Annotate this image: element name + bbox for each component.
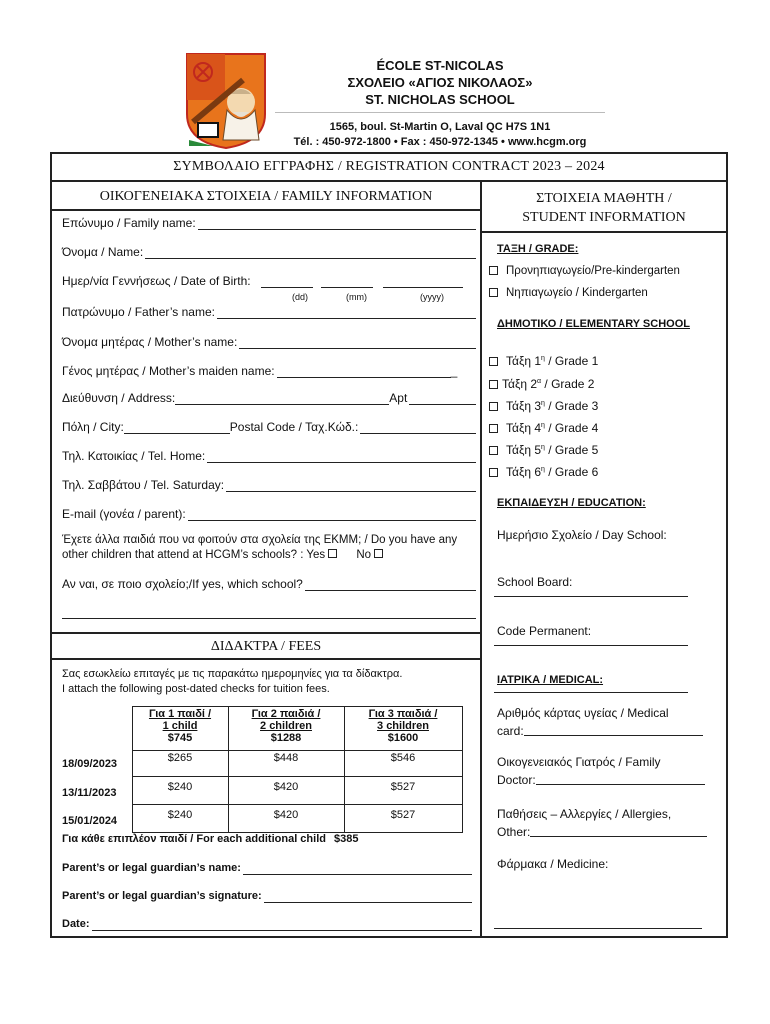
grade-1-checkbox[interactable] bbox=[489, 357, 498, 366]
tel-home-label: Τηλ. Κατοικίας / Tel. Home: bbox=[62, 449, 206, 463]
additional-child-value: $385 bbox=[334, 833, 359, 845]
fees-date-1: 18/09/2023 bbox=[62, 757, 118, 770]
fees-col-1-gr: Για 1 παιδί / bbox=[148, 708, 212, 720]
fees-cell: $546 bbox=[344, 751, 462, 777]
dob-dd-hint: (dd) bbox=[292, 292, 309, 302]
other-children-question bbox=[62, 533, 476, 563]
school-contact: Tél. : 450-972-1800 • Fax : 450-972-1345 • www.hcgm.org bbox=[293, 136, 587, 148]
grade-5-sup: η bbox=[541, 444, 545, 451]
fees-col-1-en: 1 child bbox=[162, 720, 198, 732]
family-name-field[interactable] bbox=[62, 216, 476, 230]
school-name-en: ST. NICHOLAS SCHOOL bbox=[365, 92, 515, 107]
school-address: 1565, boul. St-Martin O, Laval QC H7S 1N1 bbox=[329, 121, 551, 133]
grade-6-checkbox[interactable] bbox=[489, 468, 498, 477]
fees-col-3 bbox=[344, 707, 462, 751]
prek-checkbox[interactable] bbox=[489, 266, 498, 275]
other-children-text: other children that attend at HCGM’s schools? : bbox=[62, 549, 304, 561]
father-input[interactable] bbox=[217, 307, 476, 319]
grade-5-gr: Τάξη 5 bbox=[506, 443, 542, 457]
form-title: ΣΥΜΒΟΛΑΙΟ ΕΓΓΡΑΦΗΣ / REGISTRATION CONTRACT 2023 – 2024 bbox=[50, 152, 728, 182]
fees-table bbox=[60, 706, 463, 833]
medical-section-label: ΙΑΤΡΙΚΑ / MEDICAL: bbox=[497, 674, 604, 686]
grade-3-checkbox[interactable] bbox=[489, 402, 498, 411]
grade-6-sup: η bbox=[541, 466, 545, 473]
email-field[interactable] bbox=[62, 507, 476, 521]
kindergarten-option[interactable] bbox=[489, 286, 648, 300]
guardian-signature-label: Parent’s or legal guardian’s signature: bbox=[62, 890, 262, 902]
grade-1-option[interactable] bbox=[489, 352, 598, 368]
medical-card-label-1: Αριθμός κάρτας υγείας / Medical bbox=[497, 706, 669, 720]
grade-4-gr: Τάξη 4 bbox=[506, 421, 542, 435]
father-label: Πατρώνυμο / Father’s name: bbox=[62, 305, 215, 319]
fees-intro-gr: Σας εσωκλείω επιταγές με τις παρακάτω ημερομηνίες για τα δίδακτρα. bbox=[62, 668, 403, 680]
tel-home-input[interactable] bbox=[207, 451, 476, 463]
medicine-label: Φάρμακα / Medicine: bbox=[497, 857, 609, 871]
grade-4-sup: η bbox=[541, 422, 545, 429]
fees-col-1-total: $745 bbox=[167, 732, 193, 744]
tel-home-field[interactable] bbox=[62, 449, 476, 463]
grade-3-sup: η bbox=[541, 400, 545, 407]
email-input[interactable] bbox=[188, 509, 476, 521]
name-field[interactable] bbox=[62, 245, 476, 259]
fees-cell: $265 bbox=[132, 751, 228, 777]
postal-input[interactable] bbox=[360, 422, 476, 434]
fees-cell: $240 bbox=[132, 777, 228, 805]
header-divider bbox=[275, 112, 605, 113]
mother-field[interactable] bbox=[62, 335, 476, 349]
grade-2-gr: Τάξη 2 bbox=[502, 377, 538, 391]
city-field[interactable] bbox=[62, 420, 476, 434]
name-input[interactable] bbox=[145, 247, 476, 259]
fees-col-2-gr: Για 2 παιδιά / bbox=[251, 708, 321, 720]
school-logo bbox=[183, 50, 269, 150]
name-label: Όνομα / Name: bbox=[62, 245, 144, 259]
grade-2-en: / Grade 2 bbox=[541, 377, 595, 391]
date-field[interactable] bbox=[62, 917, 472, 931]
medicine-input[interactable] bbox=[494, 928, 702, 929]
doctor-label-2: Doctor: bbox=[497, 773, 536, 787]
allergies-input[interactable] bbox=[530, 823, 707, 837]
mother-label: Όνομα μητέρας / Mother’s name: bbox=[62, 335, 238, 349]
guardian-signature-input[interactable] bbox=[264, 891, 472, 903]
guardian-signature-field[interactable] bbox=[62, 889, 472, 903]
grade-5-en: / Grade 5 bbox=[544, 443, 599, 457]
doctor-row bbox=[497, 771, 705, 789]
grade-4-checkbox[interactable] bbox=[489, 424, 498, 433]
date-input[interactable] bbox=[92, 919, 472, 931]
apt-input[interactable] bbox=[409, 393, 476, 405]
grade-6-option[interactable] bbox=[489, 463, 598, 479]
no-checkbox[interactable] bbox=[374, 549, 383, 558]
fees-intro bbox=[62, 667, 476, 697]
fees-corner bbox=[60, 707, 132, 751]
school-address-block bbox=[275, 120, 605, 150]
dob-label: Ημερ/νία Γεννήσεως / Date of Birth: bbox=[62, 274, 251, 288]
fees-table-wrap bbox=[60, 706, 463, 833]
allergies-label-1: Παθήσεις – Αλλεργίες / Allergies, bbox=[497, 807, 672, 821]
student-heading-en: STUDENT INFORMATION bbox=[522, 210, 686, 225]
doctor-input[interactable] bbox=[536, 771, 705, 785]
fees-cell: $527 bbox=[344, 805, 462, 833]
address-label: Διεύθυνση / Address: bbox=[62, 391, 176, 405]
school-name-gr: ΣΧΟΛΕΙΟ «ΑΓΙΟΣ ΝΙΚΟΛΑΟΣ» bbox=[347, 75, 533, 90]
fees-col-3-gr: Για 3 παιδιά / bbox=[368, 708, 438, 720]
maiden-tail: _ bbox=[450, 364, 458, 378]
grade-5-checkbox[interactable] bbox=[489, 446, 498, 455]
dob-yyyy-hint: (yyyy) bbox=[420, 292, 444, 302]
which-school-input-line2[interactable] bbox=[62, 618, 476, 619]
yes-label: Yes bbox=[306, 549, 326, 561]
medical-card-row bbox=[497, 722, 703, 740]
fees-cell: $420 bbox=[228, 777, 344, 805]
postal-label: Postal Code / Ταχ.Κώδ.: bbox=[229, 420, 359, 434]
city-label: Πόλη / City: bbox=[62, 420, 124, 434]
fees-date-3: 15/01/2024 bbox=[62, 815, 118, 827]
grade-section-label: ΤΑΞΗ / GRADE: bbox=[497, 243, 579, 255]
fees-heading: ΔΙΔΑΚΤΡΑ / FEES bbox=[52, 632, 480, 660]
grade-6-en: / Grade 6 bbox=[544, 465, 599, 479]
tel-saturday-field[interactable] bbox=[62, 478, 476, 492]
student-heading-gr: ΣΤΟΙΧΕΙΑ ΜΑΘΗΤΗ / bbox=[536, 191, 672, 206]
education-section-label: ΕΚΠΑΙΔΕΥΣΗ / EDUCATION: bbox=[497, 497, 646, 509]
grade-3-option[interactable] bbox=[489, 397, 598, 413]
family-name-label: Επώνυμο / Family name: bbox=[62, 216, 196, 230]
code-permanent-label: Code Permanent: bbox=[497, 624, 592, 638]
email-label: E-mail (γονέα / parent): bbox=[62, 507, 186, 521]
student-info-heading bbox=[482, 183, 726, 233]
fees-col-3-total: $1600 bbox=[387, 732, 419, 744]
dob-day-input[interactable] bbox=[261, 276, 313, 288]
medical-card-field[interactable] bbox=[497, 704, 703, 740]
other-children-line2 bbox=[62, 548, 476, 563]
medical-rule bbox=[494, 692, 688, 693]
additional-child-label: Για κάθε επιπλέον παιδί / For each additional child bbox=[62, 833, 326, 845]
fees-cell: $420 bbox=[228, 805, 344, 833]
grade-6-gr: Τάξη 6 bbox=[506, 465, 542, 479]
school-board-label: School Board: bbox=[497, 575, 573, 589]
fees-col-2-en: 2 children bbox=[260, 720, 312, 732]
grade-2-sup: α bbox=[537, 378, 542, 385]
date-label: Date: bbox=[62, 918, 90, 930]
code-permanent-input[interactable] bbox=[494, 645, 688, 646]
doctor-field[interactable] bbox=[497, 753, 705, 789]
allergies-field[interactable] bbox=[497, 805, 707, 841]
fees-header-row bbox=[60, 707, 462, 751]
grade-1-gr: Τάξη 1 bbox=[506, 354, 542, 368]
column-divider bbox=[480, 182, 482, 938]
elementary-section-label: ΔΗΜΟΤΙΚΟ / ELEMENTARY SCHOOL bbox=[497, 318, 690, 330]
address-input[interactable] bbox=[175, 393, 389, 405]
guardian-name-input[interactable] bbox=[243, 863, 472, 875]
school-names bbox=[275, 57, 605, 108]
doctor-label-1: Οικογενειακός Γιατρός / Family bbox=[497, 755, 661, 769]
mother-input[interactable] bbox=[239, 337, 476, 349]
maiden-field[interactable] bbox=[62, 364, 476, 378]
dob-field[interactable] bbox=[62, 274, 476, 288]
tel-saturday-label: Τηλ. Σαββάτου / Tel. Saturday: bbox=[62, 478, 225, 492]
kindergarten-checkbox[interactable] bbox=[489, 288, 498, 297]
grade-4-en: / Grade 4 bbox=[544, 421, 599, 435]
table-row bbox=[60, 805, 462, 833]
guardian-name-field[interactable] bbox=[62, 861, 472, 875]
tel-saturday-input[interactable] bbox=[226, 480, 476, 492]
fees-date-2: 13/11/2023 bbox=[62, 787, 117, 799]
day-school-label: Ημερήσιο Σχολείο / Day School: bbox=[497, 528, 667, 542]
allergies-label-2: Other: bbox=[497, 825, 531, 839]
grade-2-checkbox[interactable] bbox=[489, 380, 498, 389]
kindergarten-label: Νηπιαγωγείο / Kindergarten bbox=[506, 287, 648, 299]
dob-mm-hint: (mm) bbox=[346, 292, 367, 302]
table-row bbox=[60, 777, 462, 805]
yes-checkbox[interactable] bbox=[328, 549, 337, 558]
fees-col-2 bbox=[228, 707, 344, 751]
maiden-label: Γένος μητέρας / Mother’s maiden name: bbox=[62, 364, 275, 378]
grade-5-option[interactable] bbox=[489, 441, 598, 457]
which-school-field[interactable] bbox=[62, 577, 476, 591]
fees-col-3-en: 3 children bbox=[377, 720, 429, 732]
medical-card-label-2: card: bbox=[497, 724, 524, 738]
table-row bbox=[60, 751, 462, 777]
allergies-row bbox=[497, 823, 707, 841]
fees-intro-en: I attach the following post-dated checks for tuition fees. bbox=[62, 683, 330, 695]
grade-4-option[interactable] bbox=[489, 419, 598, 435]
grade-3-en: / Grade 3 bbox=[544, 399, 599, 413]
fees-cell: $240 bbox=[132, 805, 228, 833]
fees-col-1 bbox=[132, 707, 228, 751]
family-name-input[interactable] bbox=[198, 218, 476, 230]
school-name-fr: ÉCOLE ST-NICOLAS bbox=[376, 58, 504, 73]
grade-1-sup: η bbox=[541, 355, 545, 362]
city-input[interactable] bbox=[124, 422, 230, 434]
apt-label: Apt bbox=[389, 391, 408, 405]
family-info-heading: ΟΙΚΟΓΕΝΕΙΑΚΑ ΣΤΟΙΧΕΙΑ / FAMILY INFORMATION bbox=[52, 183, 480, 211]
medical-card-input[interactable] bbox=[524, 722, 703, 736]
maiden-input[interactable] bbox=[277, 366, 451, 378]
other-children-line1: Έχετε άλλα παιδιά που να φοιτούν στα σχολεία της ΕΚΜΜ; / Do you have any bbox=[62, 534, 458, 546]
no-label: No bbox=[356, 549, 372, 561]
school-board-input[interactable] bbox=[494, 596, 688, 597]
address-field[interactable] bbox=[62, 391, 476, 405]
fees-col-2-total: $1288 bbox=[270, 732, 302, 744]
father-field[interactable] bbox=[62, 305, 476, 319]
dob-month-input[interactable] bbox=[321, 276, 373, 288]
which-school-input[interactable] bbox=[305, 579, 476, 591]
which-school-label: Αν ναι, σε ποιο σχολείο;/If yes, which school? bbox=[62, 577, 303, 591]
grade-3-gr: Τάξη 3 bbox=[506, 399, 542, 413]
dob-year-input[interactable] bbox=[383, 276, 463, 288]
fees-cell: $527 bbox=[344, 777, 462, 805]
prek-label: Προνηπιαγωγείο/Pre-kindergarten bbox=[506, 265, 680, 277]
grade-2-option[interactable] bbox=[489, 375, 594, 391]
prek-option[interactable] bbox=[489, 264, 680, 278]
fees-cell: $448 bbox=[228, 751, 344, 777]
grade-1-en: / Grade 1 bbox=[544, 354, 599, 368]
guardian-name-label: Parent’s or legal guardian’s name: bbox=[62, 862, 241, 874]
